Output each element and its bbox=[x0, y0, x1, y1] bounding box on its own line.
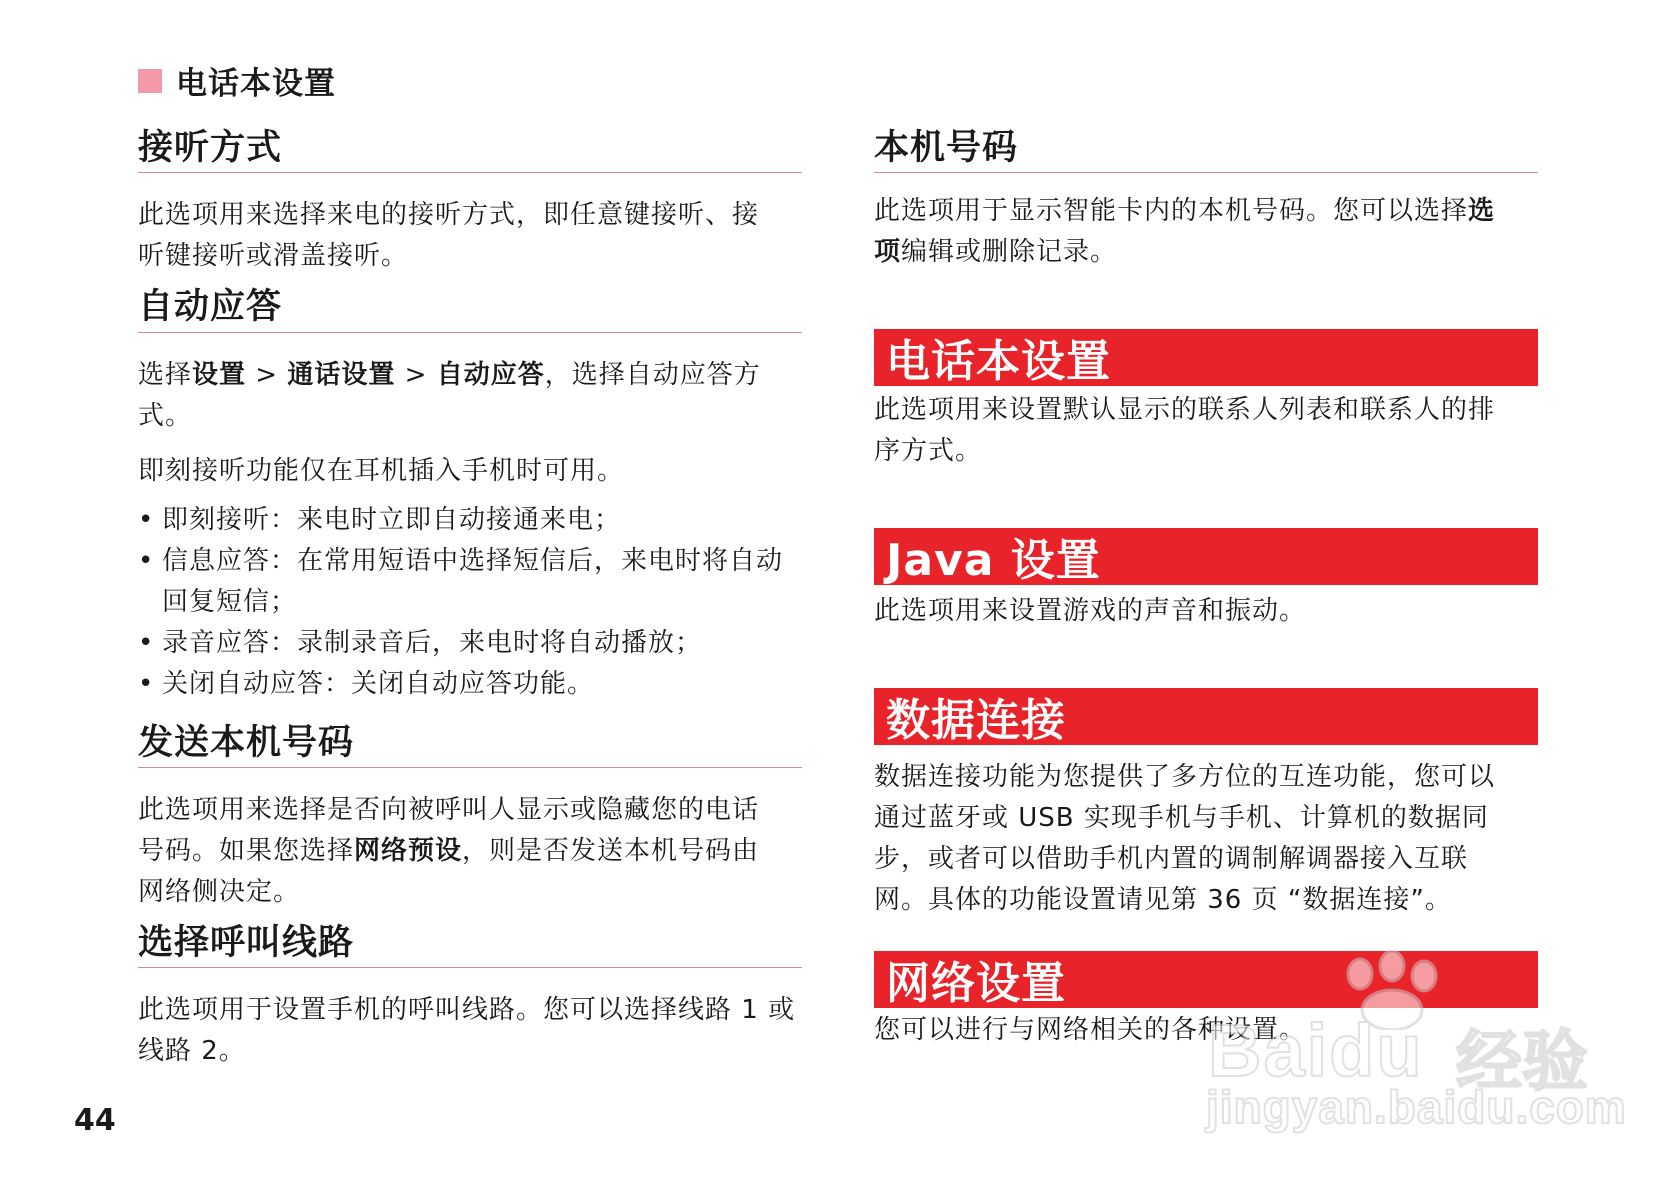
baidu-watermark bbox=[1200, 950, 1627, 1140]
list-item: • 即刻接听：来电时立即自动接通来电； bbox=[138, 504, 622, 535]
phonebook-line-2: 序方式。 bbox=[874, 436, 983, 467]
list-item: • 信息应答：在常用短语中选择短信后，来电时将自动 bbox=[138, 545, 784, 576]
section-banner-java: Java 设置 bbox=[874, 528, 1538, 585]
call-line-line-2: 线路 2。 bbox=[138, 1036, 246, 1066]
auto-answer-path: 选择设置 > 通话设置 > 自动应答，选择自动应答方式。 bbox=[138, 359, 761, 431]
section-phonebook-settings bbox=[874, 329, 1538, 472]
section-auto-answer bbox=[138, 287, 802, 704]
section-banner-phonebook: 电话本设置 bbox=[874, 329, 1538, 386]
section-marker-icon bbox=[138, 69, 162, 93]
section-title-auto-answer: 自动应答 bbox=[138, 287, 802, 332]
data-conn-line-2: 通过蓝牙或 USB 实现手机与手机、计算机的数据同 bbox=[874, 803, 1489, 834]
call-line-line-1: 此选项用于设置手机的呼叫线路。您可以选择线路 1 或 bbox=[138, 995, 796, 1025]
page-header bbox=[138, 58, 336, 103]
right-column bbox=[874, 128, 1538, 1051]
section-title-own-number: 本机号码 bbox=[874, 128, 1538, 173]
section-title-send-number: 发送本机号码 bbox=[138, 723, 802, 768]
watermark-brand: Baidu bbox=[1208, 1009, 1424, 1092]
phonebook-line-1: 此选项用来设置默认显示的联系人列表和联系人的排 bbox=[874, 395, 1496, 426]
own-number-line-2: 项编辑或删除记录。 bbox=[874, 237, 1118, 268]
auto-answer-options bbox=[138, 500, 802, 705]
list-item: • 录音应答：录制录音后，来电时将自动播放； bbox=[138, 627, 703, 658]
answer-mode-line-1: 此选项用来选择来电的接听方式，即任意键接听、接 bbox=[138, 200, 760, 231]
java-line-1: 此选项用来设置游戏的声音和振动。 bbox=[874, 596, 1307, 627]
own-number-line-1: 此选项用于显示智能卡内的本机号码。您可以选择选 bbox=[874, 196, 1496, 227]
data-conn-line-4: 网。具体的功能设置请见第 36 页 “数据连接”。 bbox=[874, 885, 1452, 916]
section-own-number bbox=[874, 128, 1538, 273]
page-number: 44 bbox=[74, 1103, 116, 1138]
answer-mode-line-2: 听键接听或滑盖接听。 bbox=[138, 241, 409, 272]
auto-answer-note: 即刻接听功能仅在耳机插入手机时可用。 bbox=[138, 455, 625, 486]
section-banner-network: 网络设置 bbox=[874, 951, 1538, 1008]
send-number-line-2: 号码。如果您选择网络预设，则是否发送本机号码由 bbox=[138, 835, 760, 866]
section-title-answer-mode: 接听方式 bbox=[138, 128, 802, 173]
list-item: • 关闭自动应答：关闭自动应答功能。 bbox=[138, 668, 595, 699]
section-call-line bbox=[138, 923, 802, 1072]
data-conn-line-3: 步，或者可以借助手机内置的调制解调器接入互联 bbox=[874, 844, 1469, 875]
data-conn-line-1: 数据连接功能为您提供了多方位的互连功能，您可以 bbox=[874, 762, 1496, 793]
left-column bbox=[138, 128, 802, 1072]
section-banner-data-connection: 数据连接 bbox=[874, 688, 1538, 745]
section-data-connection bbox=[874, 688, 1538, 921]
section-java-settings bbox=[874, 528, 1538, 632]
section-title-call-line: 选择呼叫线路 bbox=[138, 923, 802, 968]
send-number-line-1: 此选项用来选择是否向被呼叫人显示或隐藏您的电话 bbox=[138, 794, 760, 825]
section-send-number bbox=[138, 723, 802, 913]
send-number-line-3: 网络侧决定。 bbox=[138, 876, 301, 907]
section-answer-mode bbox=[138, 128, 802, 277]
page-header-title: 电话本设置 bbox=[176, 66, 336, 102]
watermark-cn: 经验 bbox=[1456, 1023, 1588, 1100]
network-line-1: 您可以进行与网络相关的各种设置。 bbox=[874, 1015, 1307, 1046]
list-item-continued: 回复短信； bbox=[162, 586, 298, 617]
watermark-url: jingyan.baidu.com bbox=[1206, 1081, 1627, 1133]
